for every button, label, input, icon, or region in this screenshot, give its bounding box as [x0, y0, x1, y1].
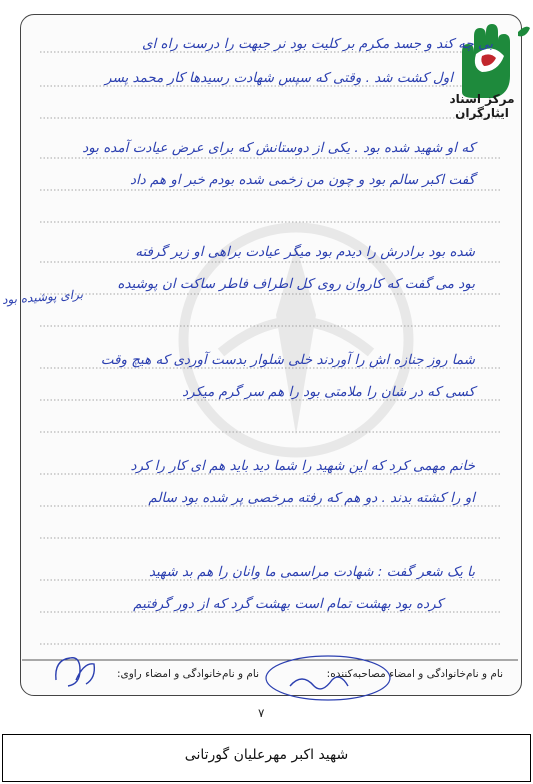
handwritten-line: او را کشته بدند . دو هم که رفته مرخصی پر شده بود سالم	[148, 490, 475, 506]
margin-note: برای پوشیده بود	[1, 287, 84, 307]
handwritten-line: اول کشت شد . وقتی که سپس شهادت رسیدها کار محمد پسر	[105, 70, 453, 86]
handwritten-line: شما روز جنازه اش را آوردند خلی شلوار بدست آوردی که هیچ وقت	[100, 352, 475, 368]
handwritten-line: که او شهید شده بود . یکی از دوستانش که برای عرض عیادت آمده بود	[82, 140, 475, 156]
handwritten-line: شده بود برادرش را دیدم بود میگر عیادت براهی او زیر گرفته	[135, 244, 475, 260]
interviewer-label: نام و نام‌خانوادگی و امضاء مصاحبه‌کننده:	[326, 668, 503, 680]
caption-box	[2, 734, 531, 782]
caption-text: شهید اکبر مهرعلیان گورتانی	[184, 747, 349, 763]
narrator-label: نام و نام‌خانوادگی و امضاء راوی:	[116, 668, 259, 680]
narrator-signature-icon	[50, 650, 100, 694]
page-number: ۷	[258, 706, 265, 720]
handwritten-line: با یک شعر گفت : شهادت مراسمی ما وانان را هم بد شهید	[148, 564, 475, 580]
interviewer-signature-icon	[262, 652, 394, 704]
handwritten-line: بی چه کند و جسد مکرم بر کلیت بود نر جبهت را درست راه ای	[141, 36, 493, 52]
handwritten-line: کسی که در شان را ملامتی بود را هم سر گرم میکرد	[182, 384, 475, 400]
handwritten-line: بود می گفت که کاروان روی کل اطراف فاطر ساکت ان پوشیده	[117, 276, 475, 292]
handwritten-line: کرده بود بهشت تمام است بهشت گرد که از دور گرفتیم	[133, 596, 443, 612]
handwritten-line: خانم مهمی کرد که این شهید را شما دید باید هم ای کار را کرد	[130, 458, 475, 474]
logo-text: مرکز اسناد ایثارگران	[449, 92, 515, 120]
handwritten-line: گفت اکبر سالم بود و چون من زخمی شده بودم خبر او هم داد	[129, 172, 475, 188]
